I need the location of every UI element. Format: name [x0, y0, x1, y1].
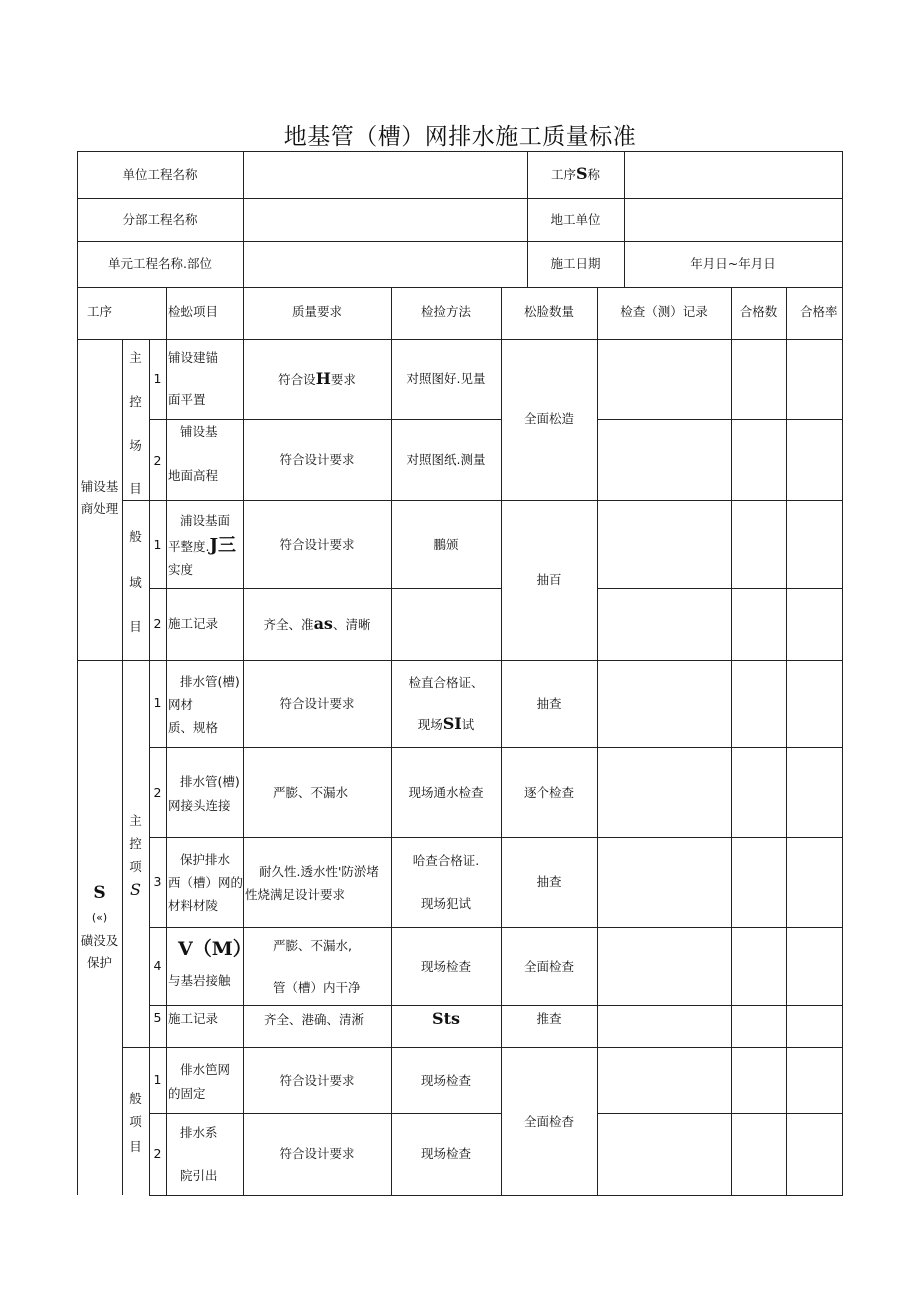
process-name-label-part: 称 [587, 167, 601, 182]
main-control-label: 控 [129, 394, 142, 409]
row-number: 2 [153, 616, 162, 631]
check-item-text: 施工记录 [168, 616, 219, 631]
method-text: 检直合格证、 [408, 675, 484, 690]
method-part: 现场 [417, 717, 443, 732]
method-text: Sts [432, 1009, 460, 1028]
table-line [597, 287, 598, 1195]
quality-req-part: as [313, 614, 333, 633]
table-line [122, 1047, 843, 1048]
main-control-label: 主 [129, 350, 142, 365]
quality-req-text: 管（槽）内干净 [273, 980, 361, 995]
check-item-text: 铺设建锚 [168, 350, 219, 365]
method-part: 试 [461, 717, 475, 732]
quality-req-text: 齐全、港确、清淅 [264, 1012, 365, 1027]
method-text: 现场通水检查 [408, 785, 484, 800]
check-item-text: 网材 [168, 697, 194, 712]
quality-req-part: H [315, 369, 331, 388]
construction-unit-label: 地工单位 [550, 212, 601, 227]
row-number: 2 [153, 785, 162, 800]
table-line [77, 660, 843, 661]
section2-process: 保护 [86, 955, 112, 970]
check-item-text: V（M） [178, 938, 252, 960]
quantity-text: 抽查 [536, 874, 562, 889]
check-item-text: 院引出 [180, 1168, 218, 1183]
row-number: 3 [153, 874, 162, 889]
check-item-part: J三 [209, 535, 237, 556]
row-number: 1 [153, 1072, 162, 1087]
col-qualified-rate: 合格率 [800, 304, 838, 319]
quality-req-text: 符合设计要求 [279, 696, 355, 711]
method-text [391, 716, 501, 732]
section2-process: S [93, 883, 106, 903]
quantity-text: 逐个检查 [523, 785, 574, 800]
col-qualified-count: 合格数 [739, 304, 778, 319]
quantity-text: 抽百 [536, 572, 562, 587]
quality-req-text: 符合设计要求 [279, 1146, 355, 1161]
table-line [77, 287, 843, 288]
process-name-label [527, 166, 624, 182]
method-text: 鵬颁 [433, 537, 459, 552]
table-line [243, 151, 244, 287]
table-line [149, 747, 843, 748]
table-line [149, 588, 502, 589]
check-item-text: 网接头连接 [168, 798, 231, 813]
main-control-label: 目 [129, 481, 142, 496]
check-item-text: 地面高程 [168, 468, 219, 483]
check-item-part: 平整度. [168, 539, 210, 554]
main-control-label: 主 [129, 813, 142, 828]
method-text: 现场犯试 [420, 896, 471, 911]
main-control-label: 场 [129, 438, 142, 453]
row-number: 1 [153, 695, 162, 710]
table-line [149, 837, 843, 838]
check-item-text: 材料材陵 [168, 898, 219, 913]
row-number: 4 [153, 958, 162, 973]
quality-req-text: 严膨、不漏水, [273, 938, 352, 953]
col-quality-req: 质量要求 [291, 304, 342, 319]
quality-req-text: 耐久性.透水性'防淤堵 [259, 864, 379, 879]
table-line [77, 241, 843, 242]
general-label: 域 [129, 575, 142, 590]
general-label: 目 [129, 619, 142, 634]
table-line [391, 287, 392, 1195]
quality-req-text: 符合设计要求 [279, 452, 355, 467]
method-part: SI [442, 714, 462, 733]
division-project-label: 分部工程名称 [122, 212, 198, 227]
construction-date-value: 年月日~年月日 [690, 256, 776, 271]
quantity-text: 全面检查 [523, 959, 574, 974]
col-check-item: 检蚣项目 [168, 304, 219, 319]
main-control-label: 控 [129, 836, 142, 851]
element-project-label: 单元工程名称.部位 [108, 256, 212, 271]
method-text: 对照图好.见量 [406, 371, 486, 386]
table-line [731, 287, 732, 1195]
check-item-text: 质、规格 [168, 720, 219, 735]
section1-process: 商处理 [80, 501, 119, 516]
check-item-text: 施工记录 [168, 1011, 219, 1026]
row-number: 5 [153, 1010, 162, 1025]
col-quantity: 松脸数量 [523, 304, 574, 319]
table-line [77, 339, 843, 340]
check-item-text: 保护排水 [180, 852, 231, 867]
construction-date-label: 施工日期 [550, 256, 601, 271]
table-line [149, 1005, 843, 1006]
check-item-text: 排水管(槽) [180, 674, 240, 689]
quality-req-part: 符合设 [278, 372, 316, 387]
quality-req-text [243, 616, 391, 632]
check-item-text: 的固定 [168, 1086, 206, 1101]
section2-process: («) [91, 911, 108, 924]
table-line [842, 151, 843, 1196]
quantity-text: 全面松造 [523, 411, 574, 426]
table-line [149, 419, 502, 420]
row-number: 1 [153, 537, 162, 552]
table-line [122, 339, 123, 1195]
quality-req-text: 符合设计要求 [279, 1073, 355, 1088]
method-text: 现场检查 [420, 959, 471, 974]
process-name-label-part: 工序 [550, 167, 576, 182]
quantity-text: 全面检杳 [523, 1114, 574, 1129]
table-line [597, 419, 843, 420]
main-control-label: 项 [129, 859, 142, 874]
check-item-text [168, 537, 236, 555]
check-item-text: 西（槽）网的 [168, 875, 244, 890]
table-line [166, 287, 167, 1195]
quality-req-part: 齐全、准 [263, 617, 314, 632]
section1-process: 铺设基 [80, 479, 119, 494]
general-label: 般 [129, 529, 142, 544]
table-line [149, 1113, 502, 1114]
table-line [597, 588, 843, 589]
general-label: 般 [129, 1091, 142, 1106]
table-line [122, 500, 843, 501]
table-line [77, 151, 843, 152]
table-line [597, 1113, 843, 1114]
quality-req-part: 、清晰 [332, 617, 371, 632]
main-control-label: S [130, 880, 141, 899]
table-line [77, 198, 843, 199]
method-text: 现场检查 [420, 1073, 471, 1088]
quantity-text: 抽查 [536, 696, 562, 711]
table-line [243, 287, 244, 1195]
general-label: 目 [129, 1139, 142, 1154]
check-item-text: 浦设基面 [180, 513, 231, 528]
check-item-text: 排水管(槽) [180, 774, 240, 789]
quality-req-text: 性烧满足设计要求 [245, 887, 346, 902]
quantity-text: 推查 [536, 1011, 562, 1026]
col-method: 检捡方法 [420, 304, 471, 319]
table-line [786, 287, 787, 1195]
check-item-text: 与基岩接触 [168, 973, 231, 988]
method-text: 现场检查 [420, 1146, 471, 1161]
table-line [149, 1195, 843, 1196]
row-number: 2 [153, 453, 162, 468]
row-number: 1 [153, 371, 162, 386]
check-item-text: 俳水笆网 [180, 1062, 231, 1077]
quality-req-part: 要求 [330, 372, 356, 387]
table-line [149, 927, 843, 928]
method-text: 哈查合格证. [412, 853, 480, 868]
quality-req-text: 符合设计要求 [279, 537, 355, 552]
quality-req-text [243, 371, 391, 387]
check-item-text: 排水系 [180, 1125, 218, 1140]
check-item-text: 实度 [168, 562, 194, 577]
unit-project-label: 单位工程名称 [122, 167, 198, 182]
method-text: 对照图纸.测量 [406, 452, 486, 467]
quality-req-text: 严膨、不漏水 [273, 785, 349, 800]
general-label: 项 [129, 1114, 142, 1129]
row-number: 2 [153, 1146, 162, 1161]
check-item-text: 面平置 [168, 392, 206, 407]
section2-process: 磺没及 [80, 933, 119, 948]
process-name-label-part: S [575, 164, 588, 183]
page-title: 地基管（槽）网排水施工质量标准 [283, 124, 637, 150]
col-process: 工序 [86, 304, 112, 319]
check-item-text: 铺设基 [180, 424, 218, 439]
col-record: 检查（测）记录 [620, 304, 708, 319]
